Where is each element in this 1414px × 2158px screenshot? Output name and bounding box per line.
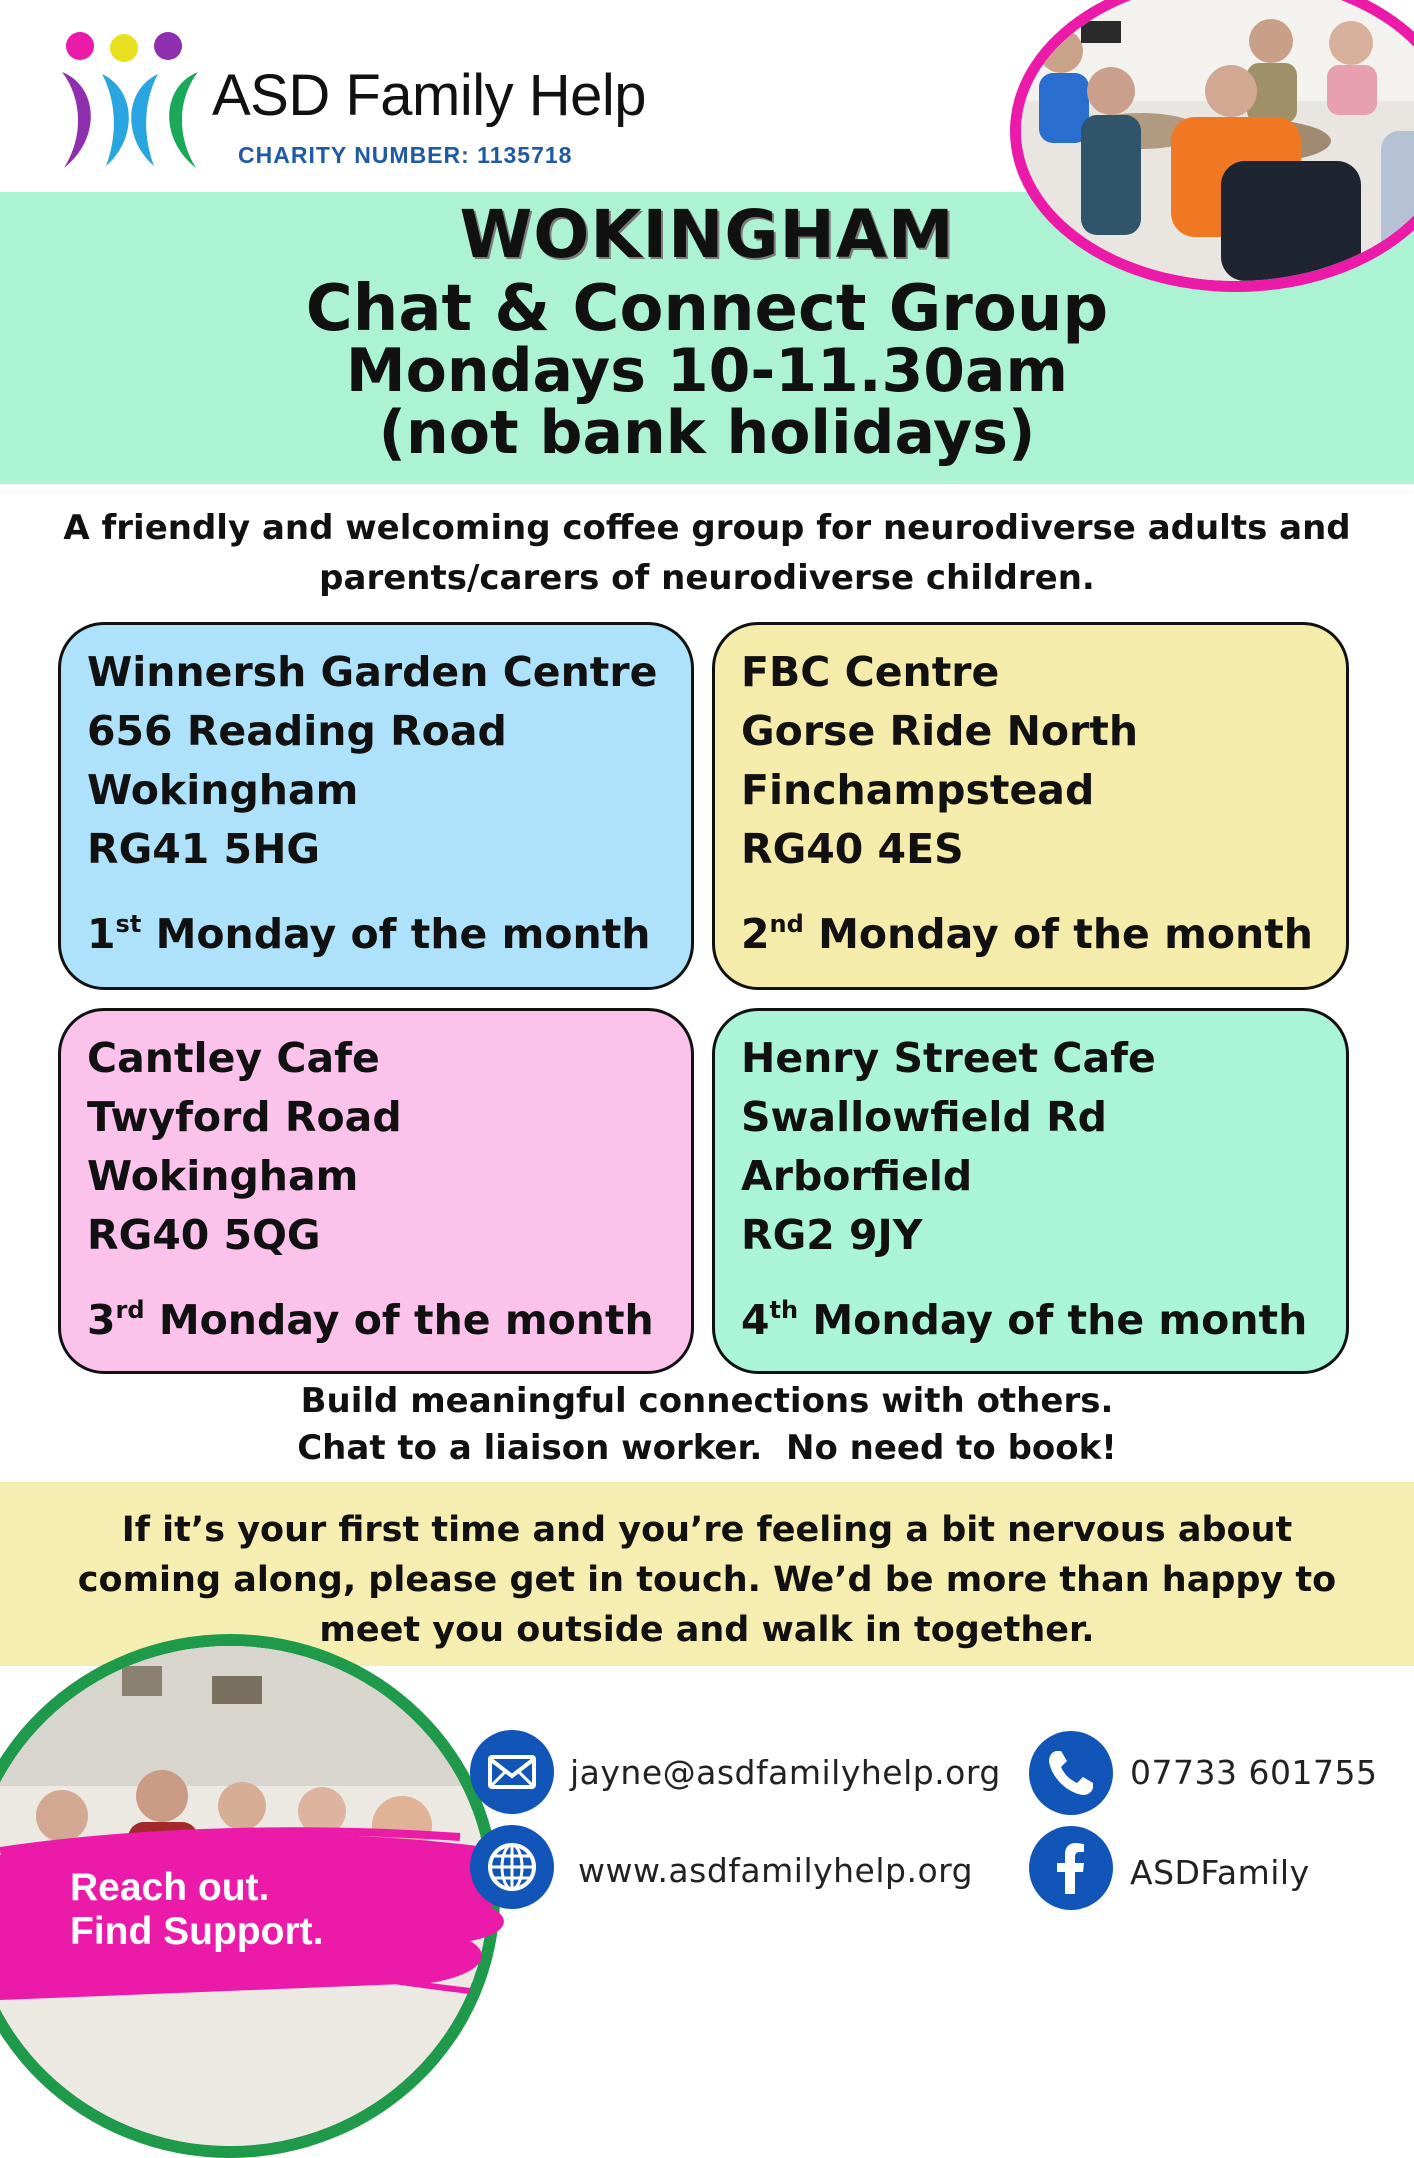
- asd-family-help-logo: [50, 28, 210, 176]
- schedule-text: Monday of the month: [141, 910, 651, 958]
- tagline-line-1: Build meaningful connections with others.: [300, 1381, 1114, 1421]
- tagline: [0, 1378, 1414, 1472]
- venue-street: Swallowfield Rd: [741, 1093, 1108, 1141]
- schedule-ordinal-suffix: st: [115, 910, 142, 938]
- venue-postcode: RG40 4ES: [741, 825, 964, 873]
- slogan: [70, 1866, 323, 1954]
- contact-phone[interactable]: 07733 601755: [1130, 1753, 1378, 1792]
- slogan-line-2: Find Support.: [70, 1910, 324, 1953]
- schedule-text: Monday of the month: [798, 1296, 1308, 1344]
- venue-name: Winnersh Garden Centre: [87, 648, 658, 696]
- title-bank-holiday-note: (not bank holidays): [378, 398, 1036, 468]
- slogan-line-1: Reach out.: [70, 1866, 270, 1909]
- reassurance-text: If it’s your first time and you’re feeling a bit nervous about coming along, please get in touch. We’d be more than happy to meet you outside and walk in together.: [77, 1510, 1337, 1650]
- contact-facebook[interactable]: ASDFamily: [1130, 1853, 1310, 1892]
- schedule-text: Monday of the month: [803, 910, 1313, 958]
- venue-schedule: [741, 1291, 1346, 1350]
- venue-postcode: RG40 5QG: [87, 1211, 321, 1259]
- title-town: WOKINGHAM: [459, 196, 955, 273]
- schedule-ordinal-suffix: nd: [769, 910, 804, 938]
- venue-town: Arborfield: [741, 1152, 973, 1200]
- venue-name: Cantley Cafe: [87, 1034, 380, 1082]
- venue-postcode: RG41 5HG: [87, 825, 321, 873]
- venue-schedule: [741, 905, 1346, 964]
- title-meeting-time: Mondays 10-11.30am: [345, 336, 1069, 406]
- venue-schedule: [87, 1291, 691, 1350]
- organisation-name: ASD Family Help: [212, 63, 647, 128]
- globe-icon: [470, 1825, 554, 1909]
- venue-card-cantley-cafe: [58, 1008, 694, 1374]
- venue-street: 656 Reading Road: [87, 707, 507, 755]
- email-icon: [470, 1730, 554, 1814]
- venue-schedule: [87, 905, 691, 964]
- contact-email[interactable]: jayne@asdfamilyhelp.org: [570, 1753, 1001, 1792]
- venue-card-henry-street-cafe: [712, 1008, 1349, 1374]
- venue-card-winnersh: [58, 622, 694, 990]
- venue-street: Twyford Road: [87, 1093, 402, 1141]
- schedule-ordinal: 1: [87, 910, 116, 958]
- intro-text: A friendly and welcoming coffee group for neurodiverse adults and parents/carers of neurodiverse children.: [63, 508, 1351, 598]
- schedule-ordinal: 2: [741, 910, 770, 958]
- schedule-text: Monday of the month: [144, 1296, 654, 1344]
- schedule-ordinal: 4: [741, 1296, 770, 1344]
- title-group-name: Chat & Connect Group: [305, 272, 1109, 346]
- venue-postcode: RG2 9JY: [741, 1211, 923, 1259]
- phone-icon: [1029, 1731, 1113, 1815]
- schedule-ordinal-suffix: th: [769, 1296, 799, 1324]
- venue-town: Wokingham: [87, 1152, 359, 1200]
- tagline-line-2: Chat to a liaison worker. No need to book!: [297, 1428, 1117, 1468]
- venue-town: Wokingham: [87, 766, 359, 814]
- charity-number: CHARITY NUMBER: 1135718: [238, 142, 573, 168]
- venue-name: Henry Street Cafe: [741, 1034, 1156, 1082]
- venue-name: FBC Centre: [741, 648, 1000, 696]
- venue-street: Gorse Ride North: [741, 707, 1139, 755]
- venue-town: Finchampstead: [741, 766, 1095, 814]
- schedule-ordinal-suffix: rd: [115, 1296, 145, 1324]
- schedule-ordinal: 3: [87, 1296, 116, 1344]
- contact-website[interactable]: www.asdfamilyhelp.org: [578, 1851, 974, 1890]
- facebook-icon: [1029, 1826, 1113, 1910]
- venue-card-fbc-centre: [712, 622, 1349, 990]
